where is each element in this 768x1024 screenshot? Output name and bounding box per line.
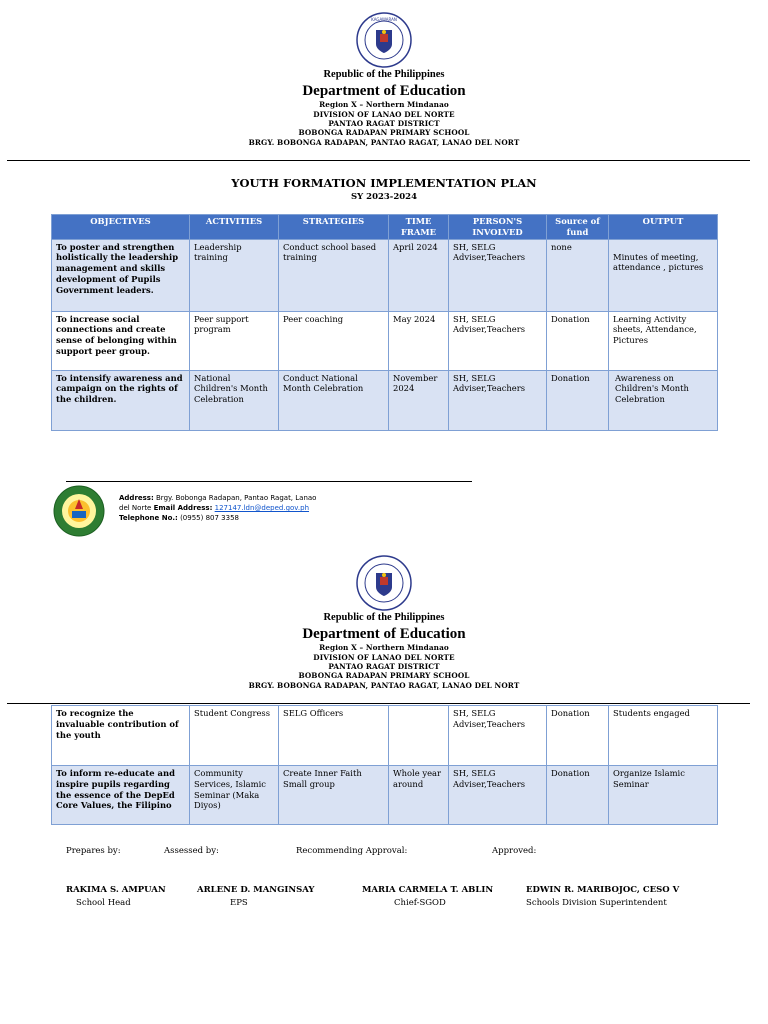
cell-fund: Donation — [547, 706, 609, 766]
school-year: SY 2023-2024 — [350, 192, 417, 202]
department-title: Department of Education — [302, 83, 466, 100]
region-text: Region X – Northern Mindanao — [319, 643, 449, 653]
cell-strategy: Peer coaching — [279, 311, 389, 370]
cell-output: Organize Islamic Seminar — [609, 766, 718, 825]
cell-output: Awareness on Children's Month Celebration — [609, 370, 718, 430]
region-text: Region X – Northern Mindanao — [319, 100, 449, 110]
cell-activity: National Children's Month Celebration — [190, 370, 279, 430]
cell-objective: To intensify awareness and campaign on the rights of the children. — [52, 370, 190, 430]
deped-seal — [356, 12, 412, 72]
document-title: YOUTH FORMATION IMPLEMENTATION PLAN — [231, 176, 537, 190]
header-activities: ACTIVITIES — [190, 215, 279, 240]
signatory-name: EDWIN R. MARIBOJOC, CESO V — [526, 885, 680, 895]
label-assessed-by: Assessed by: — [164, 846, 219, 856]
school-text: BOBONGA RADAPAN PRIMARY SCHOOL — [298, 671, 470, 681]
header-time-frame: TIME FRAME — [389, 215, 449, 240]
address-label: Address: — [119, 494, 154, 502]
cell-time-frame: May 2024 — [389, 311, 449, 370]
page2-letterhead — [0, 612, 768, 690]
label-recommending-approval: Recommending Approval: — [296, 846, 408, 856]
cell-objective: To increase social connections and create sense of belonging within support peer group. — [52, 311, 190, 370]
plan-table-continued — [51, 705, 718, 825]
address-text: BRGY. BOBONGA RADAPAN, PANTAO RAGAT, LANAO DEL NORT — [248, 137, 520, 147]
cell-activity: Student Congress — [190, 706, 279, 766]
cell-output: Learning Activity sheets, Attendance, Pictures — [609, 311, 718, 370]
page1-letterhead — [0, 69, 768, 147]
cell-activity: Peer support program — [190, 311, 279, 370]
cell-time-frame: Whole year around — [389, 766, 449, 825]
header-divider — [7, 160, 750, 161]
cell-persons: SH, SELG Adviser,Teachers — [449, 706, 547, 766]
cell-objective: To recognize the invaluable contribution of the youth — [52, 706, 190, 766]
cell-persons: SH, SELG Adviser,Teachers — [449, 239, 547, 311]
school-logo — [53, 485, 105, 541]
header-objectives: OBJECTIVES — [52, 215, 190, 240]
header-output: OUTPUT — [609, 215, 718, 240]
signatory-position: EPS — [230, 898, 248, 908]
cell-fund: Donation — [547, 311, 609, 370]
cell-objective: To inform re-educate and inspire pupils regarding the essence of the DepEd Core Values, the Filipino — [52, 766, 190, 825]
signatory-position: Chief-SGOD — [394, 898, 446, 908]
cell-strategy: Conduct National Month Celebration — [279, 370, 389, 430]
address-line1: Brgy. Bobonga Radapan, Pantao Ragat, Lanao — [153, 494, 317, 502]
district-text: PANTAO RAGAT DISTRICT — [328, 661, 440, 671]
republic-text: Republic of the Philippines — [323, 69, 445, 80]
cell-strategy: Create Inner Faith Small group — [279, 766, 389, 825]
header-divider — [7, 703, 750, 704]
table-row — [52, 370, 718, 430]
cell-time-frame — [389, 706, 449, 766]
header-persons-involved: PERSON'S INVOLVED — [449, 215, 547, 240]
svg-text:KAGAWARAN: KAGAWARAN — [371, 17, 397, 22]
cell-strategy: SELG Officers — [279, 706, 389, 766]
signatory-position: Schools Division Superintendent — [526, 898, 667, 908]
cell-output: Students engaged — [609, 706, 718, 766]
email-link[interactable]: 127147.ldn@deped.gov.ph — [214, 504, 310, 513]
address-text: BRGY. BOBONGA RADAPAN, PANTAO RAGAT, LANAO DEL NORT — [248, 680, 520, 690]
email-label: Email Address: — [153, 504, 213, 513]
plan-table — [51, 214, 718, 431]
cell-persons: SH, SELG Adviser,Teachers — [449, 370, 547, 430]
label-approved: Approved: — [492, 846, 537, 856]
table-row — [52, 239, 718, 311]
header-source-of-fund: Source of fund — [547, 215, 609, 240]
district-text: PANTAO RAGAT DISTRICT — [328, 118, 440, 128]
phone-number: (0955) 807 3358 — [177, 514, 239, 523]
cell-time-frame: April 2024 — [389, 239, 449, 311]
cell-activity: Leadership training — [190, 239, 279, 311]
deped-seal — [356, 555, 412, 615]
signatory-position: School Head — [76, 898, 131, 908]
signatory-name: RAKIMA S. AMPUAN — [66, 885, 166, 895]
school-text: BOBONGA RADAPAN PRIMARY SCHOOL — [298, 128, 470, 138]
cell-fund: Donation — [547, 766, 609, 825]
cell-fund: Donation — [547, 370, 609, 430]
header-strategies: STRATEGIES — [279, 215, 389, 240]
republic-text: Republic of the Philippines — [323, 612, 445, 623]
footer-address-block — [119, 493, 349, 523]
division-text: DIVISION OF LANAO DEL NORTE — [313, 652, 455, 662]
cell-persons: SH, SELG Adviser,Teachers — [449, 766, 547, 825]
table-header-row — [52, 215, 718, 240]
footer-divider — [66, 481, 472, 482]
label-prepared-by: Prepares by: — [66, 846, 121, 856]
table-row — [52, 311, 718, 370]
address-line2: del Norte — [119, 504, 154, 513]
cell-objective: To poster and strengthen holistically the leadership management and skills development of Pupils Government leaders. — [52, 239, 190, 311]
cell-output: Minutes of meeting, attendance , pictures — [609, 239, 718, 311]
division-text: DIVISION OF LANAO DEL NORTE — [313, 109, 455, 119]
signatory-name: ARLENE D. MANGINSAY — [197, 885, 315, 895]
signatory-name: MARIA CARMELA T. ABLIN — [362, 885, 494, 895]
phone-label: Telephone No.: — [119, 514, 178, 523]
table-row — [52, 706, 718, 766]
cell-fund: none — [547, 239, 609, 311]
table-row — [52, 766, 718, 825]
cell-activity: Community Services, Islamic Seminar (Maka Diyos) — [190, 766, 279, 825]
department-title: Department of Education — [302, 626, 466, 643]
cell-time-frame: November 2024 — [389, 370, 449, 430]
cell-persons: SH, SELG Adviser,Teachers — [449, 311, 547, 370]
cell-strategy: Conduct school based training — [279, 239, 389, 311]
